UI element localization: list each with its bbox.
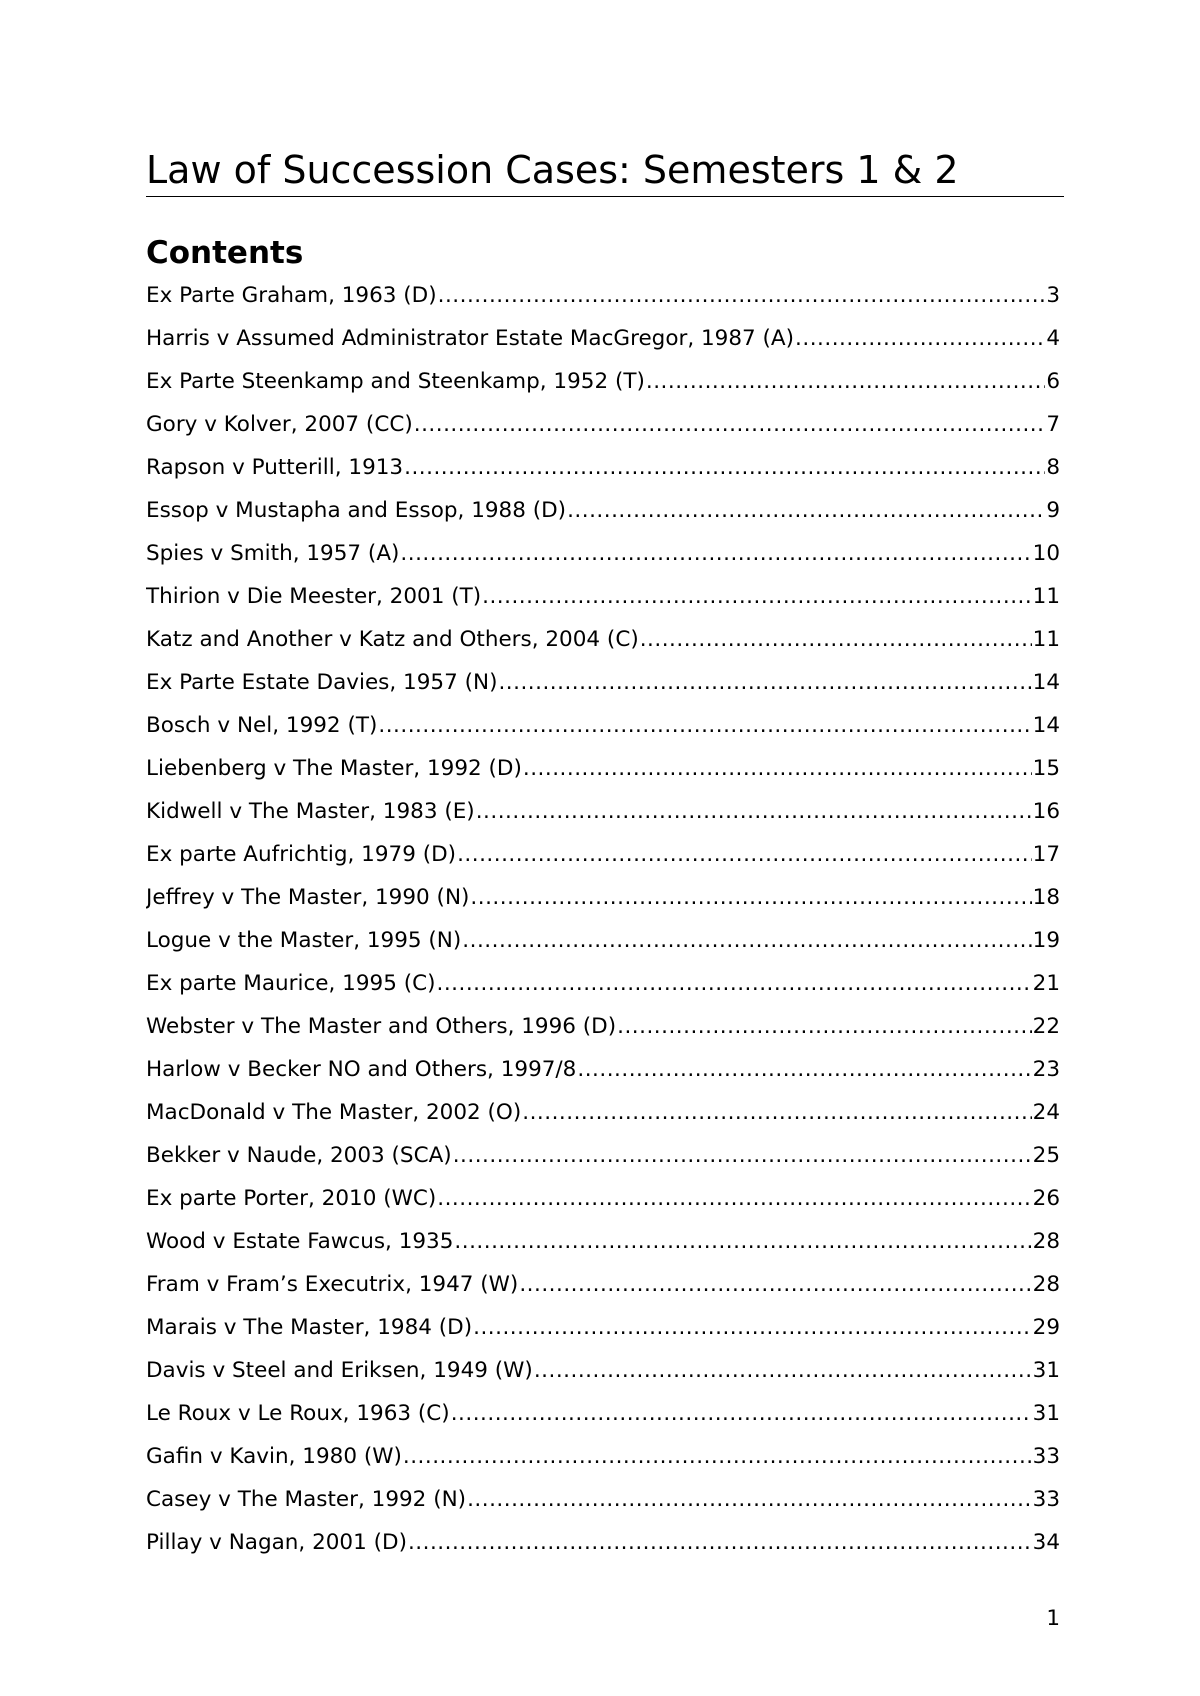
document-title: Law of Succession Cases: Semesters 1 & 2 [146, 146, 1064, 197]
toc-entry-title[interactable]: Marais v The Master, 1984 (D) [146, 1315, 473, 1340]
toc-entry[interactable] [146, 1263, 1060, 1306]
toc-entry-title[interactable]: Kidwell v The Master, 1983 (E) [146, 799, 475, 824]
toc-entry-title[interactable]: Ex parte Maurice, 1995 (C) [146, 971, 436, 996]
toc-dot-leader [462, 919, 1031, 962]
toc-entry-title[interactable]: Ex Parte Graham, 1963 (D) [146, 283, 437, 308]
toc-entry-page[interactable]: 7 [1046, 412, 1060, 437]
toc-dot-leader [437, 1177, 1031, 1220]
toc-entry[interactable] [146, 833, 1060, 876]
toc-entry-title[interactable]: Harlow v Becker NO and Others, 1997/8 [146, 1057, 577, 1082]
toc-entry-title[interactable]: Bosch v Nel, 1992 (T) [146, 713, 378, 738]
toc-dot-leader [523, 747, 1032, 790]
toc-entry-page[interactable]: 34 [1032, 1530, 1060, 1555]
toc-entry-title[interactable]: Logue v the Master, 1995 (N) [146, 928, 462, 953]
toc-entry-page[interactable]: 25 [1032, 1143, 1060, 1168]
toc-entry-page[interactable]: 15 [1032, 756, 1060, 781]
toc-entry-page[interactable]: 17 [1032, 842, 1060, 867]
toc-entry-title[interactable]: Thirion v Die Meester, 2001 (T) [146, 584, 482, 609]
toc-entry-page[interactable]: 16 [1032, 799, 1060, 824]
toc-entry-page[interactable]: 21 [1032, 971, 1060, 996]
toc-entry-title[interactable]: Ex parte Porter, 2010 (WC) [146, 1186, 437, 1211]
toc-entry[interactable] [146, 1349, 1060, 1392]
toc-entry-page[interactable]: 3 [1046, 283, 1060, 308]
page-number: 1 [1046, 1606, 1060, 1631]
toc-entry[interactable] [146, 1478, 1060, 1521]
toc-dot-leader [519, 1263, 1031, 1306]
toc-entry[interactable] [146, 661, 1060, 704]
toc-entry-title[interactable]: Ex Parte Estate Davies, 1957 (N) [146, 670, 498, 695]
toc-entry[interactable] [146, 489, 1060, 532]
toc-dot-leader [534, 1349, 1032, 1392]
toc-dot-leader [470, 876, 1031, 919]
toc-entry[interactable] [146, 747, 1060, 790]
toc-dot-leader [476, 790, 1032, 833]
toc-entry-title[interactable]: Pillay v Nagan, 2001 (D) [146, 1530, 407, 1555]
toc-entry[interactable] [146, 360, 1060, 403]
toc-dot-leader [457, 833, 1032, 876]
toc-dot-leader [640, 618, 1032, 661]
toc-entry[interactable] [146, 618, 1060, 661]
toc-entry-title[interactable]: Katz and Another v Katz and Others, 2004 (C) [146, 627, 639, 652]
toc-dot-leader [498, 661, 1031, 704]
toc-dot-leader [414, 403, 1046, 446]
toc-dot-leader [473, 1306, 1032, 1349]
toc-dot-leader [467, 1478, 1032, 1521]
toc-dot-leader [646, 360, 1045, 403]
toc-entry-page[interactable]: 28 [1032, 1272, 1060, 1297]
toc-entry[interactable] [146, 919, 1060, 962]
toc-entry-title[interactable]: Ex Parte Steenkamp and Steenkamp, 1952 (T) [146, 369, 645, 394]
toc-entry[interactable] [146, 1005, 1060, 1048]
toc-dot-leader [577, 1048, 1031, 1091]
toc-entry-page[interactable]: 10 [1032, 541, 1060, 566]
toc-entry[interactable] [146, 962, 1060, 1005]
toc-dot-leader [438, 274, 1046, 317]
toc-dot-leader [567, 489, 1045, 532]
toc-entry-title[interactable]: Gory v Kolver, 2007 (CC) [146, 412, 413, 437]
toc-entry-page[interactable]: 26 [1032, 1186, 1060, 1211]
toc-entry-page[interactable]: 33 [1032, 1444, 1060, 1469]
toc-dot-leader [451, 1392, 1032, 1435]
toc-entry-page[interactable]: 4 [1046, 326, 1060, 351]
table-of-contents [146, 274, 1060, 1564]
toc-entry[interactable] [146, 1306, 1060, 1349]
toc-entry-page[interactable]: 24 [1032, 1100, 1060, 1125]
toc-entry-title[interactable]: MacDonald v The Master, 2002 (O) [146, 1100, 522, 1125]
toc-entry-page[interactable]: 11 [1032, 627, 1060, 652]
toc-entry-title[interactable]: Bekker v Naude, 2003 (SCA) [146, 1143, 452, 1168]
toc-entry-page[interactable]: 14 [1032, 670, 1060, 695]
toc-dot-leader [522, 1091, 1031, 1134]
toc-entry-title[interactable]: Rapson v Putterill, 1913 [146, 455, 404, 480]
toc-entry-title[interactable]: Harris v Assumed Administrator Estate MacGregor, 1987 (A) [146, 326, 795, 351]
toc-entry[interactable] [146, 1392, 1060, 1435]
toc-entry-title[interactable]: Fram v Fram’s Executrix, 1947 (W) [146, 1272, 519, 1297]
toc-entry-title[interactable]: Jeffrey v The Master, 1990 (N) [146, 885, 470, 910]
toc-entry-title[interactable]: Davis v Steel and Eriksen, 1949 (W) [146, 1358, 533, 1383]
toc-entry-title[interactable]: Spies v Smith, 1957 (A) [146, 541, 400, 566]
toc-entry[interactable] [146, 1521, 1060, 1564]
toc-entry[interactable] [146, 446, 1060, 489]
toc-entry-page[interactable]: 22 [1032, 1014, 1060, 1039]
toc-entry-title[interactable]: Wood v Estate Fawcus, 1935 [146, 1229, 454, 1254]
toc-entry-page[interactable]: 18 [1032, 885, 1060, 910]
toc-dot-leader [454, 1220, 1031, 1263]
toc-entry-page[interactable]: 11 [1032, 584, 1060, 609]
toc-entry-title[interactable]: Casey v The Master, 1992 (N) [146, 1487, 467, 1512]
toc-entry[interactable] [146, 1048, 1060, 1091]
toc-dot-leader [617, 1005, 1032, 1048]
toc-entry[interactable] [146, 1435, 1060, 1478]
toc-entry[interactable] [146, 532, 1060, 575]
toc-entry-title[interactable]: Essop v Mustapha and Essop, 1988 (D) [146, 498, 567, 523]
toc-dot-leader [403, 1435, 1032, 1478]
toc-entry-page[interactable]: 31 [1032, 1401, 1060, 1426]
toc-entry[interactable] [146, 575, 1060, 618]
toc-entry[interactable] [146, 1177, 1060, 1220]
toc-entry-title[interactable]: Ex parte Aufrichtig, 1979 (D) [146, 842, 457, 867]
toc-dot-leader [400, 532, 1031, 575]
toc-dot-leader [404, 446, 1045, 489]
toc-entry-page[interactable]: 9 [1046, 498, 1060, 523]
toc-entry-page[interactable]: 6 [1046, 369, 1060, 394]
toc-dot-leader [378, 704, 1031, 747]
toc-entry-page[interactable]: 29 [1032, 1315, 1060, 1340]
toc-entry-title[interactable]: Liebenberg v The Master, 1992 (D) [146, 756, 522, 781]
toc-entry-page[interactable]: 19 [1032, 928, 1060, 953]
toc-dot-leader [795, 317, 1045, 360]
toc-entry-page[interactable]: 28 [1032, 1229, 1060, 1254]
toc-dot-leader [482, 575, 1032, 618]
toc-entry-page[interactable]: 33 [1032, 1487, 1060, 1512]
toc-entry[interactable] [146, 1134, 1060, 1177]
toc-entry-page[interactable]: 31 [1032, 1358, 1060, 1383]
toc-entry-title[interactable]: Gafin v Kavin, 1980 (W) [146, 1444, 402, 1469]
toc-entry[interactable] [146, 317, 1060, 360]
toc-entry-page[interactable]: 8 [1046, 455, 1060, 480]
toc-entry[interactable] [146, 1091, 1060, 1134]
toc-dot-leader [437, 962, 1032, 1005]
toc-entry-title[interactable]: Le Roux v Le Roux, 1963 (C) [146, 1401, 450, 1426]
toc-entry-title[interactable]: Webster v The Master and Others, 1996 (D) [146, 1014, 617, 1039]
contents-heading: Contents [146, 235, 304, 271]
toc-entry-page[interactable]: 23 [1032, 1057, 1060, 1082]
toc-entry-page[interactable]: 14 [1032, 713, 1060, 738]
toc-entry[interactable] [146, 876, 1060, 919]
toc-entry[interactable] [146, 403, 1060, 446]
toc-entry[interactable] [146, 790, 1060, 833]
toc-dot-leader [408, 1521, 1032, 1564]
toc-entry[interactable] [146, 274, 1060, 317]
toc-entry[interactable] [146, 704, 1060, 747]
toc-dot-leader [453, 1134, 1032, 1177]
toc-entry[interactable] [146, 1220, 1060, 1263]
